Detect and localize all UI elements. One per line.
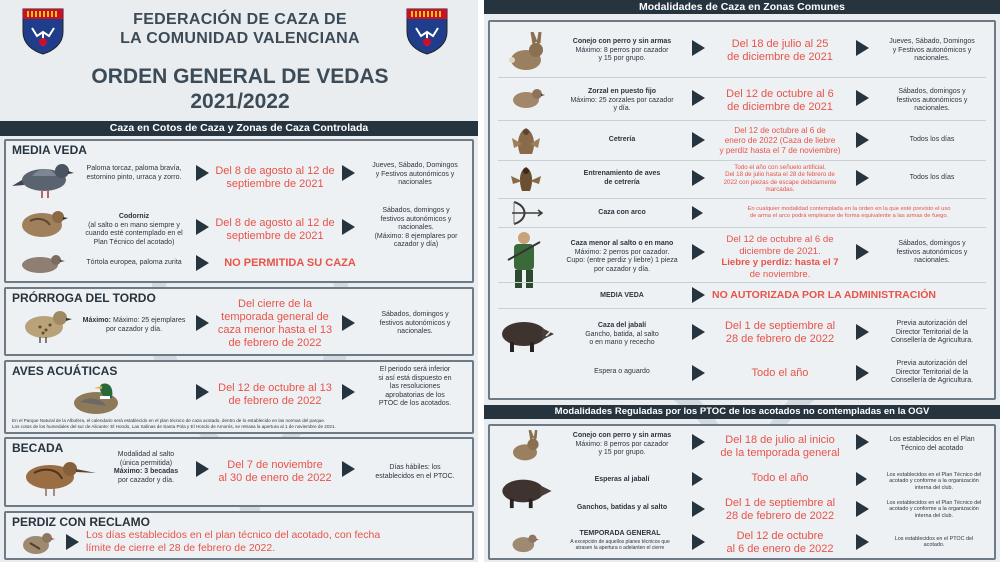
species-text: Paloma torcaz, paloma bravía, estornino pinto, urraca y zorro. — [86, 165, 182, 181]
falcon-icon — [510, 124, 542, 158]
arrow-icon — [692, 324, 705, 340]
arrow-icon — [342, 461, 355, 477]
woodcock-icon — [14, 455, 96, 497]
row-divider — [498, 198, 986, 199]
row-divider — [498, 308, 986, 309]
arrow-icon — [692, 170, 705, 186]
perdiz-text: Los días establecidos en el plan técnico del acotado, con fecha límite de cierre el 28 de febrero de 2022. — [86, 529, 381, 554]
federation-shield-icon — [20, 6, 66, 56]
tordo-title: PRÓRROGA DEL TORDO — [12, 291, 156, 305]
arrow-icon — [856, 324, 869, 340]
order-title: ORDEN GENERAL DE VEDAS 2021/2022 — [91, 65, 389, 113]
date-range: Del 7 de noviembre al 30 de enero de 2022 — [218, 459, 332, 484]
days-text: Los establecidos en el Plan Técnico del acotado y conforme a la organización interna del club. — [886, 472, 982, 491]
date-range: Del 8 de agosto al 12 de septiembre de 2021 — [215, 217, 335, 242]
days-text: Sábados, domingos y festivos autonómicos y nacionales. — [896, 240, 968, 264]
mode-text: Caza con arco — [598, 209, 646, 216]
arrow-icon — [342, 165, 355, 181]
date-range: Todo el año con señuelo artificial. Del 18 de julio hasta el 28 de febrero de 2022 con piezas de escape debidamente marcadas. — [723, 164, 837, 194]
mode-text: Ganchos, batidas y al salto — [576, 504, 668, 511]
arrow-icon — [856, 434, 869, 450]
arrow-icon — [692, 534, 705, 550]
arrow-icon — [856, 365, 869, 381]
days-text: Sábados, domingos y festivos autonómicos y nacionales. — [379, 311, 451, 335]
pigeon-icon — [12, 156, 74, 200]
thrush-icon — [18, 305, 74, 345]
right-panel — [484, 0, 1000, 562]
aves-acuaticas-box — [4, 360, 474, 434]
perdiz-title: PERDIZ CON RECLAMO — [12, 515, 150, 529]
mode-text: Zorzal en puesto fijo Máximo: 25 zorzales por cazador y día. — [570, 88, 674, 112]
media-veda-box — [4, 139, 474, 283]
section-band-ptoc: Modalidades Reguladas por los PTOC de los acotados no contempladas en la OGV — [484, 405, 1000, 419]
arrow-icon — [342, 384, 355, 400]
days-text: Días hábiles: los establecidos en el PTOC. — [375, 464, 455, 480]
days-text: Jueves, Sábado, Domingos y Festivos autonómicos y nacionales. — [889, 38, 975, 62]
arrow-icon — [196, 255, 209, 271]
arrow-icon — [196, 384, 209, 400]
species-text: Modalidad al salto (única permitida) Máximo: 3 becadas por cazador y día. — [113, 451, 179, 484]
days-text: Previa autorización del Director Territorial de la Consellería de Agricultura. — [890, 320, 974, 344]
days-text: Los establecidos en el Plan Técnico del acotado y conforme a la organización interna del club. — [886, 500, 982, 519]
becada-title: BECADA — [12, 441, 64, 455]
thrush-icon — [508, 84, 546, 112]
section-band-cotos: Caza en Cotos de Caza y Zonas de Caza Controlada — [0, 121, 478, 136]
date-range: Del 12 de octubre al 13 de febrero de 2022 — [218, 382, 332, 407]
row-divider — [498, 120, 986, 121]
tordo-box — [4, 287, 474, 356]
quail-icon — [16, 205, 70, 241]
arrow-icon — [856, 534, 869, 550]
days-text: Sábados, domingos y festivos autonómicos y nacionales. — [896, 88, 968, 112]
date-range: Del 12 de octubre al 6 de diciembre de 2021 — [726, 88, 834, 113]
days-text: El periodo será inferior si así está dispuesto en las resoluciones aprobatorias de los PTOC de los acotados. — [378, 366, 452, 407]
boar-icon — [498, 474, 554, 510]
federation-title: FEDERACIÓN DE CAZA DE LA COMUNIDAD VALENCIANA — [120, 11, 360, 47]
days-text: Previa autorización del Director Territorial de la Consellería de Agricultura. — [890, 360, 974, 384]
row-divider — [498, 77, 986, 78]
mode-text: Espera o aguardo — [594, 368, 650, 375]
duck-icon — [66, 376, 126, 418]
date-range: Del cierre de la temporada general de caza menor hasta el 13 de febrero de 2022 — [217, 298, 333, 349]
date-range: Del 18 de julio al inicio de la temporada general — [720, 434, 840, 459]
arrow-icon — [856, 132, 869, 148]
arrow-icon — [692, 132, 705, 148]
mode-text: Conejo con perro y sin armas Máximo: 8 perros por cazador y 15 por grupo. — [572, 38, 672, 62]
arrow-icon — [342, 315, 355, 331]
days-text: Los establecidos en el Plan Técnico del acotado — [889, 436, 975, 452]
arrow-icon — [196, 219, 209, 235]
arrow-icon — [692, 90, 705, 106]
albufera-note: En el Parque Natural de la Albufera, el calendario será establecido en el plan técnico de caza acotado, dentro de lo establecido en las normas del parque. Los cotos de los humedales del sur de Alicante: El Hondo, Las Salinas de Santa Pola y El Hondo de Amorós, se retrasa la apertura al 1 de noviembre de 2021. — [12, 418, 336, 429]
arrow-icon — [856, 244, 869, 260]
arrow-icon — [692, 472, 703, 486]
section-band-zonas-comunes: Modalidades de Caza en Zonas Comunes — [484, 0, 1000, 14]
date-range: Todo el año — [751, 367, 809, 379]
mode-text: MEDIA VEDA — [600, 292, 644, 299]
days-text: Jueves, Sábado, Domingos y Festivos autonómicos y nacionales — [372, 162, 458, 186]
row-divider — [498, 227, 986, 228]
mode-text: Caza del jabalí Gancho, batida, al salto o en mano y rececho — [585, 322, 659, 346]
becada-box — [4, 437, 474, 507]
arrow-icon — [856, 472, 867, 486]
arrow-icon — [66, 534, 79, 550]
species-text: Codorniz (al salto o en mano siempre y cuando esté contemplado en el Plan Técnico del acotado) — [85, 213, 183, 246]
days-text: Todos los días — [909, 174, 955, 181]
arrow-icon — [692, 287, 705, 303]
arrow-icon — [856, 40, 869, 56]
species-text: Máximo: Máximo: 25 ejemplares por cazador y día. — [82, 317, 186, 333]
aves-acuaticas-title: AVES ACUÁTICAS — [12, 364, 118, 378]
zonas-comunes-box — [488, 20, 996, 400]
mode-text: TEMPORADA GENERAL A excepción de aquellos planes técnicos que atrasen la apertura o adelanten el cierre — [570, 530, 670, 551]
rabbit-icon — [506, 32, 546, 72]
arrow-icon — [692, 244, 705, 260]
boar-icon — [498, 316, 556, 354]
arrow-icon — [692, 206, 703, 220]
arrow-icon — [342, 219, 355, 235]
date-range: Del 1 de septiembre al 28 de febrero de 2022 — [724, 497, 836, 522]
date-range: Del 12 de octubre al 6 de enero de 2022 (Caza de liebre y perdiz hasta el 7 de noviembre) — [719, 126, 841, 155]
arrow-icon — [196, 315, 209, 331]
date-range: Del 8 de agosto al 12 de septiembre de 2021 — [215, 165, 335, 190]
partridge-icon — [20, 529, 56, 557]
ptoc-box — [488, 424, 996, 560]
bow-icon — [508, 200, 544, 226]
arrow-icon — [692, 40, 705, 56]
partridge-icon — [510, 530, 540, 556]
mode-text: Caza menor al salto o en mano Máximo: 2 perros por cazador. Cupo: (entre perdiz y liebre) 1 pieza por cazador y día. — [566, 240, 678, 273]
federation-shield-icon — [404, 6, 450, 56]
rabbit-icon — [508, 430, 542, 462]
date-range: Del 12 de octubre al 6 de diciembre de 2021. Liebre y perdiz: hasta el 7 de noviembre. — [721, 234, 839, 280]
mode-text: Cetrería — [608, 136, 636, 143]
date-range: Del 12 de octubre al 6 de enero de 2022 — [726, 530, 834, 555]
arrow-icon — [692, 365, 705, 381]
arrow-icon — [196, 165, 209, 181]
not-permitted-text: NO PERMITIDA SU CAZA — [224, 257, 356, 269]
days-text: Todos los días — [909, 136, 955, 143]
date-range: Del 18 de julio al 25 de diciembre de 2021 — [727, 38, 833, 63]
days-text: Los establecidos en el PTOC del acotado. — [894, 536, 974, 549]
perdiz-box — [4, 511, 474, 560]
left-panel — [0, 0, 478, 562]
arrow-icon — [196, 461, 209, 477]
arrow-icon — [856, 501, 869, 517]
arrow-icon — [856, 90, 869, 106]
mode-text: Esperas al jabalí — [594, 476, 650, 483]
mode-text: Entrenamiento de aves de cetrería — [583, 170, 661, 186]
row-divider — [498, 282, 986, 283]
date-range: Todo el año — [751, 472, 809, 484]
mode-text: Conejo con perro y sin armas Máximo: 8 perros por cazador y 15 por grupo. — [572, 432, 672, 456]
hunter-icon — [504, 230, 544, 290]
not-authorized-text: NO AUTORIZADA POR LA ADMINISTRACIÓN — [712, 289, 936, 301]
date-range: Del 1 de septiembre al 28 de febrero de 2022 — [724, 320, 836, 345]
row-divider — [498, 160, 986, 161]
media-veda-title: MEDIA VEDA — [12, 143, 87, 157]
arrow-icon — [692, 501, 705, 517]
turtle-dove-icon — [18, 251, 66, 277]
species-text: Tórtola europea, paloma zurita — [86, 259, 182, 266]
arrow-icon — [692, 434, 705, 450]
arrow-icon — [856, 170, 869, 186]
arco-note: En cualquier modalidad contemplada en la orden en la que esté previsto el uso de arma el arco podrá emplearse de forma equivalente a las armas de fuego. — [747, 206, 951, 219]
days-text: Sábados, domingos y festivos autonómicos y nacionales. (Máximo: 8 ejemplares por cazador y día) — [374, 207, 458, 248]
hawk-icon — [510, 164, 542, 194]
